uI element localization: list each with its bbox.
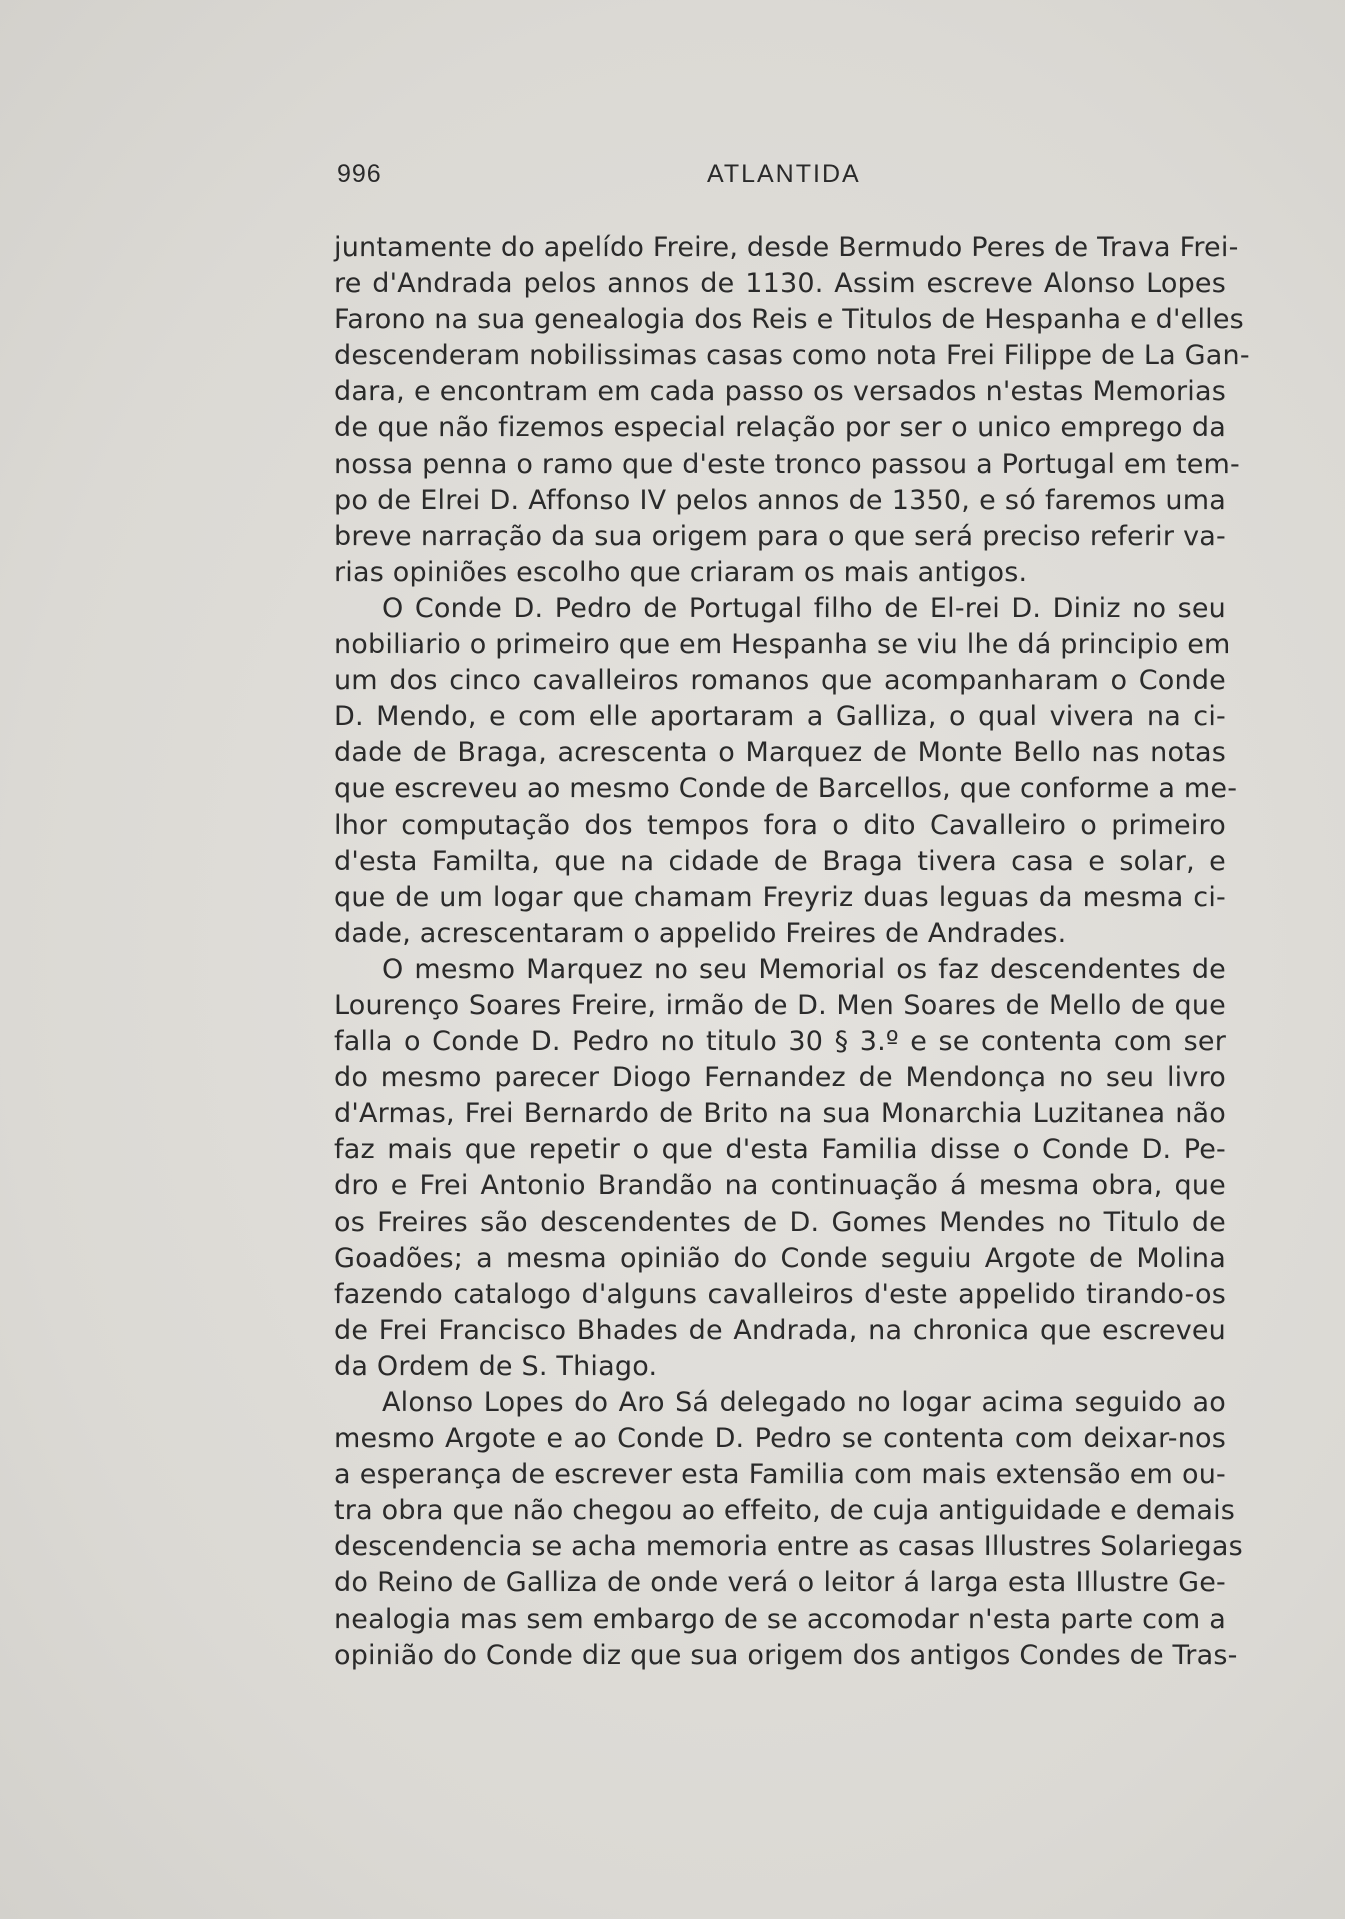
text-line: rias opiniões escolho que criaram os mais antigos.: [334, 556, 1028, 588]
text-line: descendencia se acha memoria entre as casas Illustres Solariegas: [334, 1531, 1243, 1563]
text-line: a esperança de escrever esta Familia com mais extensão em ou-: [334, 1459, 1226, 1491]
text-line: mesmo Argote e ao Conde D. Pedro se contenta com deixar-nos: [334, 1423, 1226, 1455]
text-line: O Conde D. Pedro de Portugal filho de El-rei D. Diniz no seu: [382, 592, 1226, 624]
text-line: tra obra que não chegou ao effeito, de cuja antiguidade e demais: [334, 1495, 1236, 1527]
text-line: nossa penna o ramo que d'este tronco passou a Portugal em tem-: [334, 448, 1240, 480]
text-line: descenderam nobilissimas casas como nota Frei Filippe de La Gan-: [334, 340, 1250, 372]
text-line: Goadões; a mesma opinião do Conde seguiu Argote de Molina: [334, 1242, 1226, 1274]
text-line: faz mais que repetir o que d'esta Familia disse o Conde D. Pe-: [334, 1134, 1226, 1166]
text-line: os Freires são descendentes de D. Gomes Mendes no Titulo de: [334, 1206, 1226, 1238]
text-line: dara, e encontram em cada passo os versados n'estas Memorias: [334, 376, 1226, 408]
text-line: lhor computação dos tempos fora o dito Cavalleiro o primeiro: [334, 809, 1226, 841]
text-line: um dos cinco cavalleiros romanos que acompanharam o Conde: [334, 665, 1226, 697]
text-line: d'Armas, Frei Bernardo de Brito na sua Monarchia Luzitanea não: [334, 1098, 1226, 1130]
text-line: opinião do Conde diz que sua origem dos antigos Condes de Tras-: [334, 1639, 1238, 1671]
text-line: dro e Frei Antonio Brandão na continuação á mesma obra, que: [334, 1170, 1226, 1202]
text-line: da Ordem de S. Thiago.: [334, 1350, 658, 1382]
text-line: de que não fizemos especial relação por ser o unico emprego da: [334, 412, 1226, 444]
text-line: fazendo catalogo d'alguns cavalleiros d'este appelido tirando-os: [334, 1278, 1226, 1310]
text-line: O mesmo Marquez no seu Memorial os faz descendentes de: [382, 953, 1226, 985]
text-line: po de Elrei D. Affonso IV pelos annos de 1350, e só faremos uma: [334, 484, 1226, 516]
text-line: juntamente do apelído Freire, desde Bermudo Peres de Trava Frei-: [334, 232, 1239, 263]
text-line: d'esta Familta, que na cidade de Braga tivera casa e solar, e: [334, 845, 1226, 877]
text-line: Alonso Lopes do Aro Sá delegado no logar acima seguido ao: [382, 1387, 1226, 1418]
text-line: breve narração da sua origem para o que será preciso referir va-: [334, 520, 1226, 552]
text-line: que de um logar que chamam Freyriz duas leguas da mesma ci-: [334, 881, 1226, 913]
text-line: de Frei Francisco Bhades de Andrada, na chronica que escreveu: [334, 1314, 1226, 1346]
text-line: nobiliario o primeiro que em Hespanha se viu lhe dá principio em: [334, 629, 1231, 661]
text-line: dade de Braga, acrescenta o Marquez de Monte Bello nas notas: [334, 737, 1226, 769]
text-line: do mesmo parecer Diogo Fernandez de Mendonça no seu livro: [334, 1062, 1226, 1094]
text-line: dade, acrescentaram o appelido Freires de Andrades.: [334, 917, 1067, 949]
text-line: falla o Conde D. Pedro no titulo 30 § 3.º e se contenta com ser: [334, 1026, 1226, 1058]
body-text: [334, 230, 1250, 1674]
text-line: D. Mendo, e com elle aportaram a Galliza, o qual vivera na ci-: [334, 701, 1226, 733]
page-number: 996: [337, 160, 382, 188]
running-title: ATLANTIDA: [707, 160, 861, 188]
page-header: [337, 160, 860, 200]
text-line: Lourenço Soares Freire, irmão de D. Men Soares de Mello de que: [334, 989, 1226, 1021]
text-line: Farono na sua genealogia dos Reis e Titulos de Hespanha e d'elles: [334, 304, 1244, 336]
text-line: que escreveu ao mesmo Conde de Barcellos, que conforme a me-: [334, 773, 1238, 805]
text-line: nealogia mas sem embargo de se accomodar n'esta parte com a: [334, 1603, 1226, 1635]
text-line: re d'Andrada pelos annos de 1130. Assim escreve Alonso Lopes: [334, 268, 1226, 300]
text-line: do Reino de Galliza de onde verá o leitor á larga esta Illustre Ge-: [334, 1567, 1226, 1599]
